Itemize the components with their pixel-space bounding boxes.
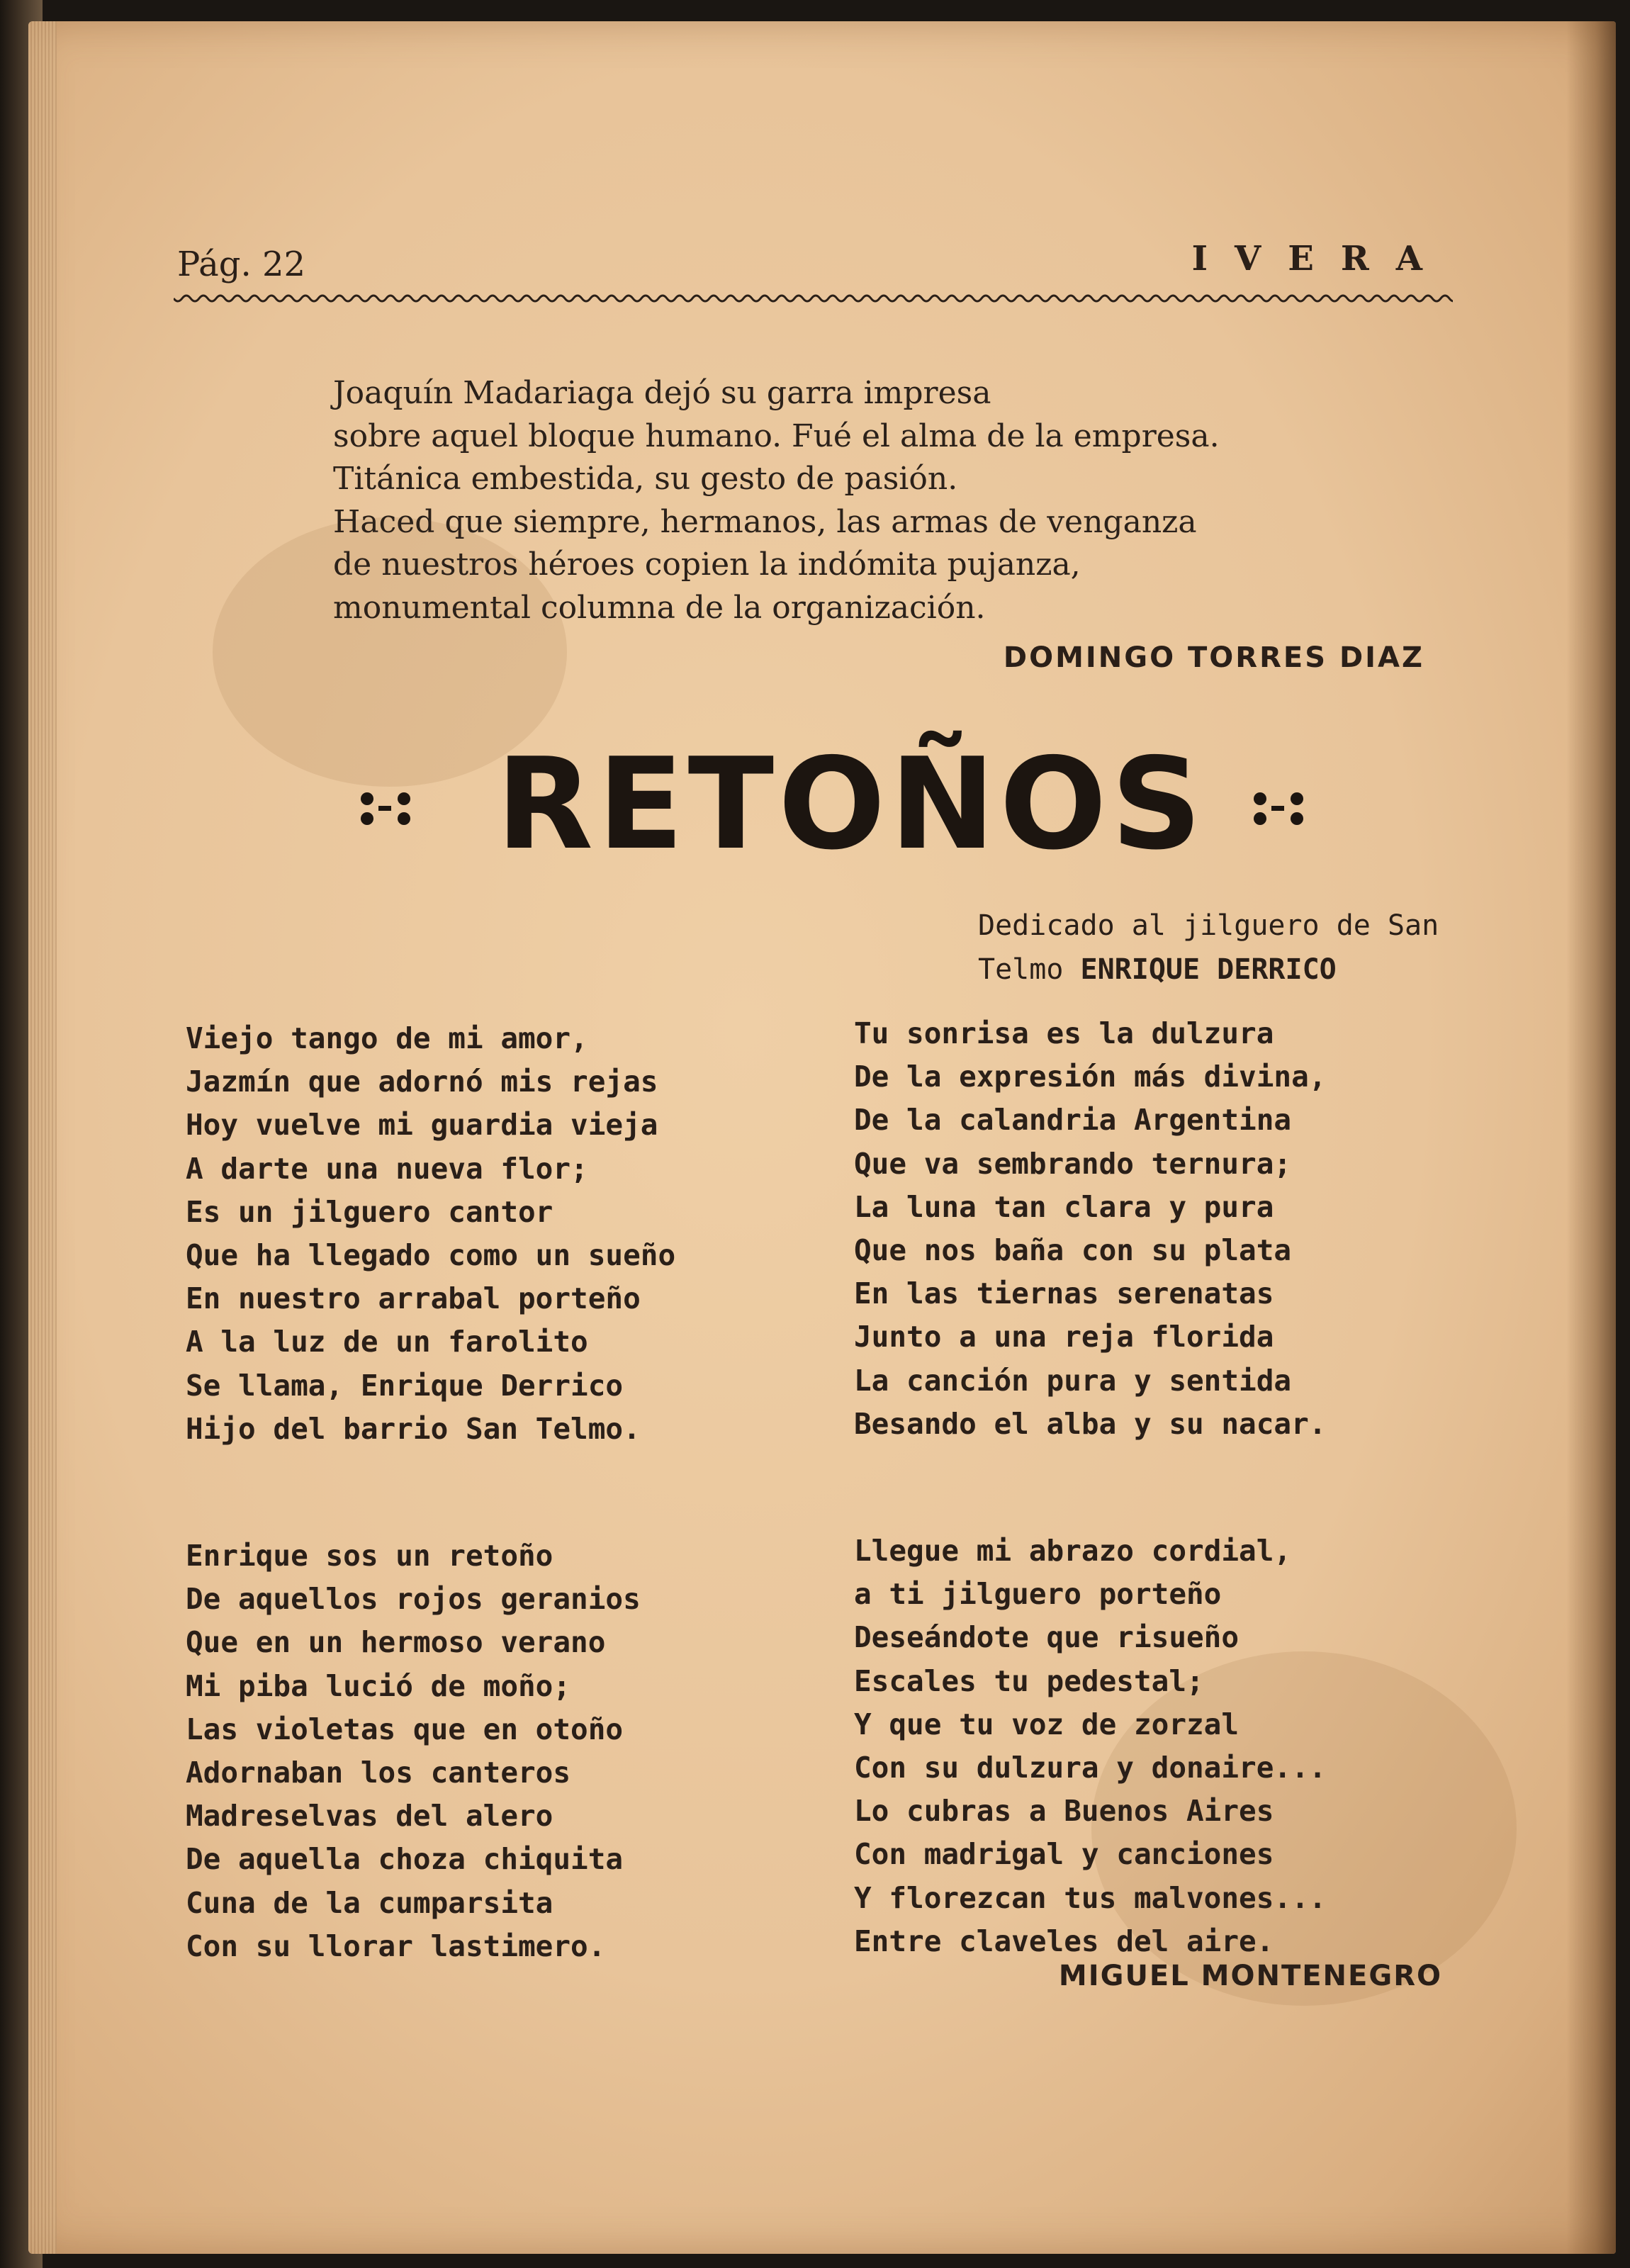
stanza xyxy=(854,1529,1492,1963)
closing-poem-author: DOMINGO TORRES DIAZ xyxy=(1003,641,1424,674)
poem-line: Entre claveles del aire. xyxy=(854,1924,1274,1958)
stanza xyxy=(186,1534,824,1968)
closing-poem xyxy=(333,372,1424,629)
poem-line: A darte una nueva flor; xyxy=(186,1151,588,1186)
poem-line: Las violetas que en otoño xyxy=(186,1712,624,1746)
poem-line: Madreselvas del alero xyxy=(186,1799,553,1834)
poem-line: Cuna de la cumparsita xyxy=(186,1885,553,1920)
header-wavy-rule xyxy=(174,291,1453,306)
poem-dedication xyxy=(978,904,1474,992)
poem-line: De aquellos rojos geranios xyxy=(186,1582,641,1617)
poem-line: La luna tan clara y pura xyxy=(854,1189,1274,1224)
poem-line: En las tiernas serenatas xyxy=(854,1276,1274,1311)
poem-line: Es un jilguero cantor xyxy=(186,1194,553,1229)
stanza xyxy=(854,1012,1492,1446)
dedication-line: Dedicado al jilguero de San xyxy=(978,909,1439,942)
poem-line: Jazmín que adornó mis rejas xyxy=(186,1065,658,1099)
poem-line: Y que tu voz de zorzal xyxy=(854,1707,1240,1741)
poem-line: Tu sonrisa es la dulzura xyxy=(854,1016,1274,1050)
poem-column-right xyxy=(854,1012,1492,1963)
stanza xyxy=(186,1017,824,1451)
dedication-prefix: Telmo xyxy=(978,953,1081,986)
dedicatee-name: ENRIQUE DERRICO xyxy=(1080,953,1337,986)
poem-line: En nuestro arrabal porteño xyxy=(186,1281,641,1316)
poem-line: Con su dulzura y donaire... xyxy=(854,1751,1327,1785)
poem-line: A la luz de un farolito xyxy=(186,1325,588,1359)
page-edges xyxy=(28,21,57,2254)
poem-line: De la calandria Argentina xyxy=(854,1103,1292,1138)
poem-line: Y florezcan tus malvones... xyxy=(854,1880,1327,1915)
poem-line: Mi piba lució de moño; xyxy=(186,1668,571,1703)
poem-column-left xyxy=(186,1017,824,1968)
poem-line: Escales tu pedestal; xyxy=(854,1663,1204,1698)
spine-shadow xyxy=(1566,21,1616,2254)
poem-line: Que ha llegado como un sueño xyxy=(186,1238,676,1273)
poem-line: Que en un hermoso verano xyxy=(186,1625,606,1660)
poem-title: RETOÑOS xyxy=(496,731,1206,877)
poem-line: Hoy vuelve mi guardia vieja xyxy=(186,1108,658,1143)
poem-line: De aquella choza chiquita xyxy=(186,1842,624,1877)
poem-line: monumental columna de la organización. xyxy=(333,589,986,626)
title-ornament-right xyxy=(1247,783,1311,833)
poem-line: Enrique sos un retoño xyxy=(186,1539,553,1573)
page-number: Pág. 22 xyxy=(177,245,306,284)
poem-line: Viejo tango de mi amor, xyxy=(186,1021,588,1055)
poem-author: MIGUEL MONTENEGRO xyxy=(1058,1960,1442,1992)
page-header xyxy=(145,239,1449,287)
dedication-line xyxy=(978,948,1474,992)
poem-line: Se llama, Enrique Derrico xyxy=(186,1368,624,1403)
poem-line: Junto a una reja florida xyxy=(854,1320,1274,1354)
poem-line: de nuestros héroes copien la indómita pujanza, xyxy=(333,546,1081,583)
poem-line: Que nos baña con su plata xyxy=(854,1233,1292,1268)
journal-title: IVERA xyxy=(1191,239,1449,279)
poem-line: Lo cubras a Buenos Aires xyxy=(854,1794,1274,1829)
poem-line: Que va sembrando ternura; xyxy=(854,1146,1292,1181)
poem-line: a ti jilguero porteño xyxy=(854,1577,1222,1612)
poem-line: Joaquín Madariaga dejó su garra impresa xyxy=(333,375,991,411)
title-ornament-left xyxy=(354,783,418,833)
poem-line: Hijo del barrio San Telmo. xyxy=(186,1411,641,1446)
poem-line: Llegue mi abrazo cordial, xyxy=(854,1534,1292,1568)
poem-line: De la expresión más divina, xyxy=(854,1060,1327,1094)
poem-line: sobre aquel bloque humano. Fué el alma de la empresa. xyxy=(333,417,1220,454)
poem-line: La canción pura y sentida xyxy=(854,1363,1292,1398)
poem-line: Con madrigal y canciones xyxy=(854,1837,1274,1872)
poem-title-block xyxy=(354,730,1311,879)
poem-line: Haced que siempre, hermanos, las armas de venganza xyxy=(333,503,1197,540)
poem-line: Con su llorar lastimero. xyxy=(186,1929,606,1963)
poem-line: Titánica embestida, su gesto de pasión. xyxy=(333,461,958,497)
poem-line: Deseándote que risueño xyxy=(854,1620,1240,1655)
poem-line: Besando el alba y su nacar. xyxy=(854,1406,1327,1441)
poem-line: Adornaban los canteros xyxy=(186,1756,571,1790)
